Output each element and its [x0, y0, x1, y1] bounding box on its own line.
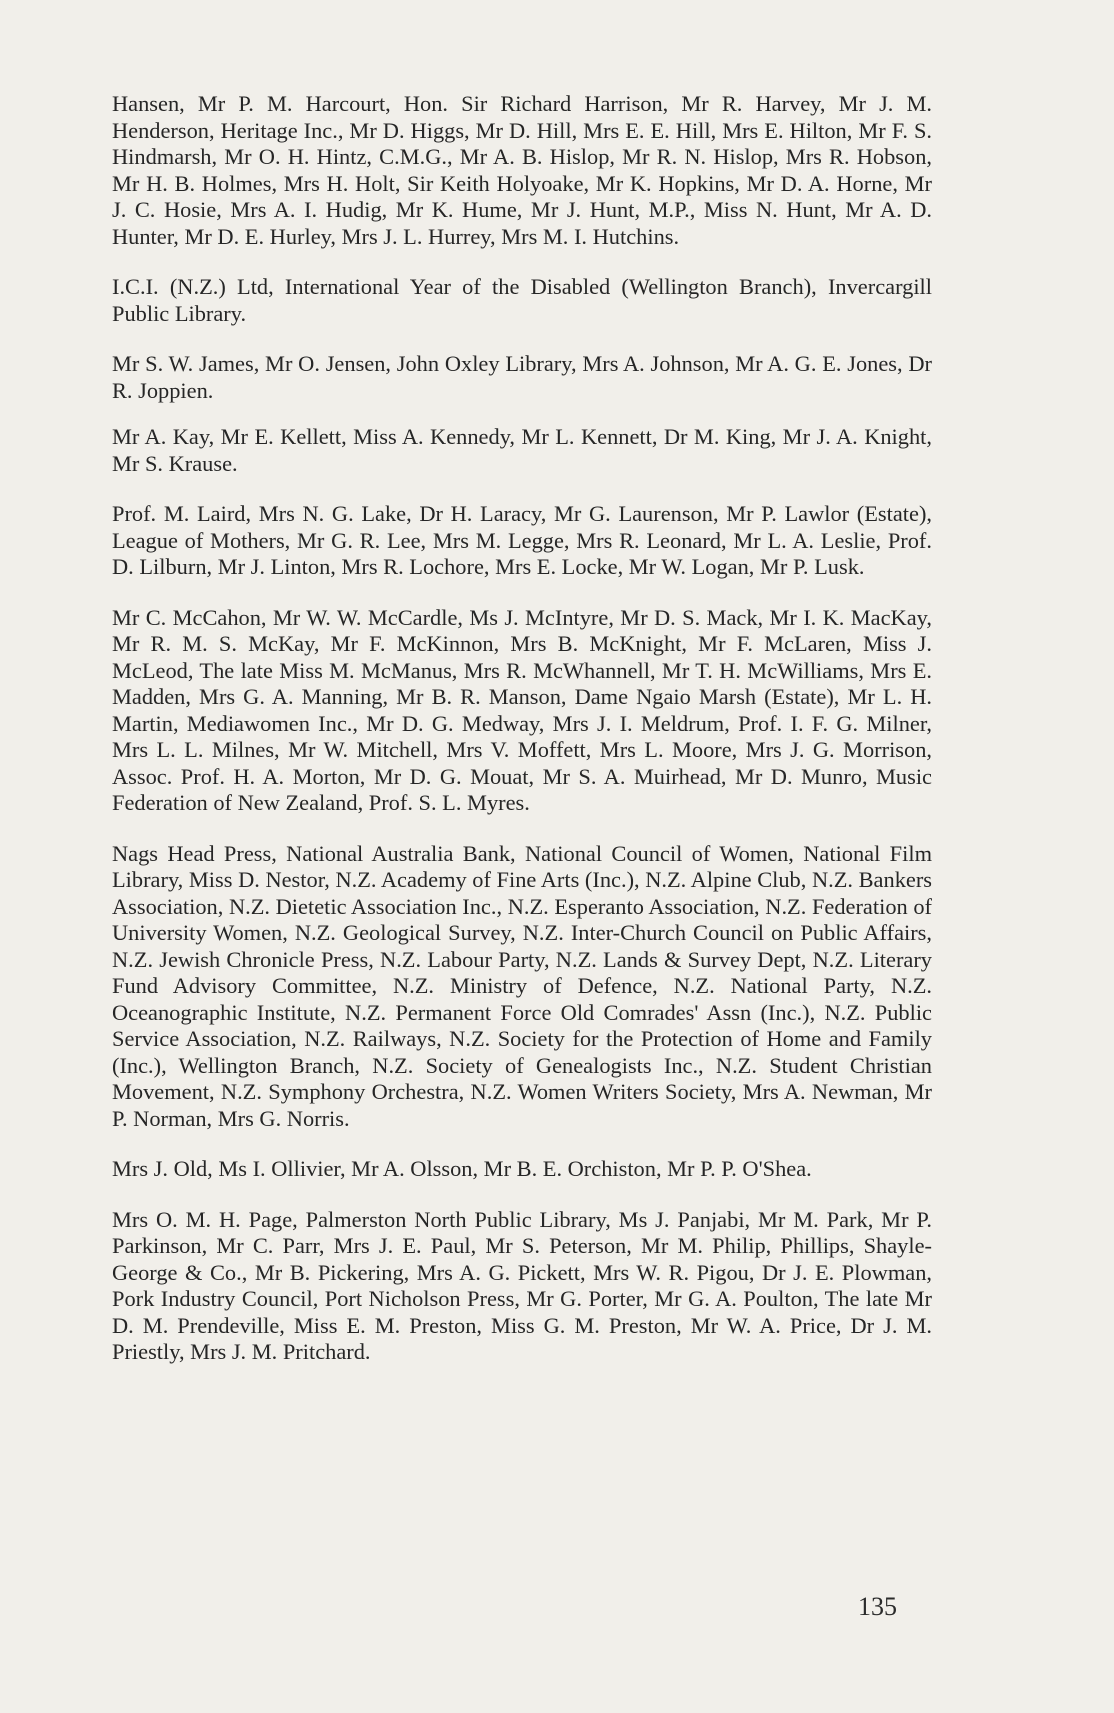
- paragraph-p: Mrs O. M. H. Page, Palmerston North Public Library, Ms J. Panjabi, Mr M. Park, Mr P. Parkinson, Mr C. Parr, Mrs J. E. Paul, Mr S. Peterson, Mr M. Philip, Phillips, Shayle-George & Co., Mr B. Pickering, Mrs A. G. Pickett, Mrs W. R. Pigou, Dr J. E. Plowman, Pork Industry Council, Port Nicholson Press, Mr G. Porter, Mr G. A. Poulton, The late Mr D. M. Prendeville, Miss E. M. Preston, Miss G. M. Preston, Mr W. A. Price, Dr J. M. Priestly, Mrs J. M. Pritchard.: [112, 1206, 932, 1364]
- paragraph-k: Mr A. Kay, Mr E. Kellett, Miss A. Kennedy, Mr L. Kennett, Dr M. King, Mr J. A. Knight, Mr S. Krause.: [112, 424, 932, 476]
- paragraph-l: Prof. M. Laird, Mrs N. G. Lake, Dr H. Laracy, Mr G. Laurenson, Mr P. Lawlor (Estate), League of Mothers, Mr G. R. Lee, Mrs M. Legge, Mrs R. Leonard, Mr L. A. Leslie, Prof. D. Lilburn, Mr J. Linton, Mrs R. Lochore, Mrs E. Locke, Mr W. Logan, Mr P. Lusk.: [112, 501, 932, 579]
- paragraph-j: Mr S. W. James, Mr O. Jensen, John Oxley Library, Mrs A. Johnson, Mr A. G. E. Jones, Dr R. Joppien.: [112, 351, 932, 403]
- acknowledgements-list: [112, 91, 932, 1390]
- paragraph-m: Mr C. McCahon, Mr W. W. McCardle, Ms J. McIntyre, Mr D. S. Mack, Mr I. K. MacKay, Mr R. M. S. McKay, Mr F. McKinnon, Mrs B. McKnight, Mr F. McLaren, Miss J. McLeod, The late Miss M. McManus, Mrs R. McWhannell, Mr T. H. McWilliams, Mrs E. Madden, Mrs G. A. Manning, Mr B. R. Manson, Dame Ngaio Marsh (Estate), Mr L. H. Martin, Mediawomen Inc., Mr D. G. Medway, Mrs J. I. Meldrum, Prof. I. F. G. Milner, Mrs L. L. Milnes, Mr W. Mitchell, Mrs V. Moffett, Mrs L. Moore, Mrs J. G. Morrison, Assoc. Prof. H. A. Morton, Mr D. G. Mouat, Mr S. A. Muirhead, Mr D. Munro, Music Federation of New Zealand, Prof. S. L. Myres.: [112, 604, 932, 815]
- paragraph-h: Hansen, Mr P. M. Harcourt, Hon. Sir Richard Harrison, Mr R. Harvey, Mr J. M. Henderson, Heritage Inc., Mr D. Higgs, Mr D. Hill, Mrs E. E. Hill, Mrs E. Hilton, Mr F. S. Hindmarsh, Mr O. H. Hintz, C.M.G., Mr A. B. Hislop, Mr R. N. Hislop, Mrs R. Hobson, Mr H. B. Holmes, Mrs H. Holt, Sir Keith Holyoake, Mr K. Hopkins, Mr D. A. Horne, Mr J. C. Hosie, Mrs A. I. Hudig, Mr K. Hume, Mr J. Hunt, M.P., Miss N. Hunt, Mr A. D. Hunter, Mr D. E. Hurley, Mrs J. L. Hurrey, Mrs M. I. Hutchins.: [112, 91, 932, 249]
- paragraph-n: Nags Head Press, National Australia Bank, National Council of Women, National Film Library, Miss D. Nestor, N.Z. Academy of Fine Arts (Inc.), N.Z. Alpine Club, N.Z. Bankers Association, N.Z. Dietetic Association Inc., N.Z. Esperanto Association, N.Z. Federation of University Women, N.Z. Geological Survey, N.Z. Inter-Church Council on Public Affairs, N.Z. Jewish Chronicle Press, N.Z. Labour Party, N.Z. Lands & Survey Dept, N.Z. Literary Fund Advisory Committee, N.Z. Ministry of Defence, N.Z. National Party, N.Z. Oceanographic Institute, N.Z. Permanent Force Old Comrades' Assn (Inc.), N.Z. Public Service Association, N.Z. Railways, N.Z. Society for the Protection of Home and Family (Inc.), Wellington Branch, N.Z. Society of Genealogists Inc., N.Z. Student Christian Movement, N.Z. Symphony Orchestra, N.Z. Women Writers Society, Mrs A. Newman, Mr P. Norman, Mrs G. Norris.: [112, 840, 932, 1131]
- page-number: 135: [858, 1592, 897, 1621]
- paragraph-i: I.C.I. (N.Z.) Ltd, International Year of the Disabled (Wellington Branch), Invercargill Public Library.: [112, 274, 932, 326]
- paragraph-o: Mrs J. Old, Ms I. Ollivier, Mr A. Olsson, Mr B. E. Orchiston, Mr P. P. O'Shea.: [112, 1156, 812, 1181]
